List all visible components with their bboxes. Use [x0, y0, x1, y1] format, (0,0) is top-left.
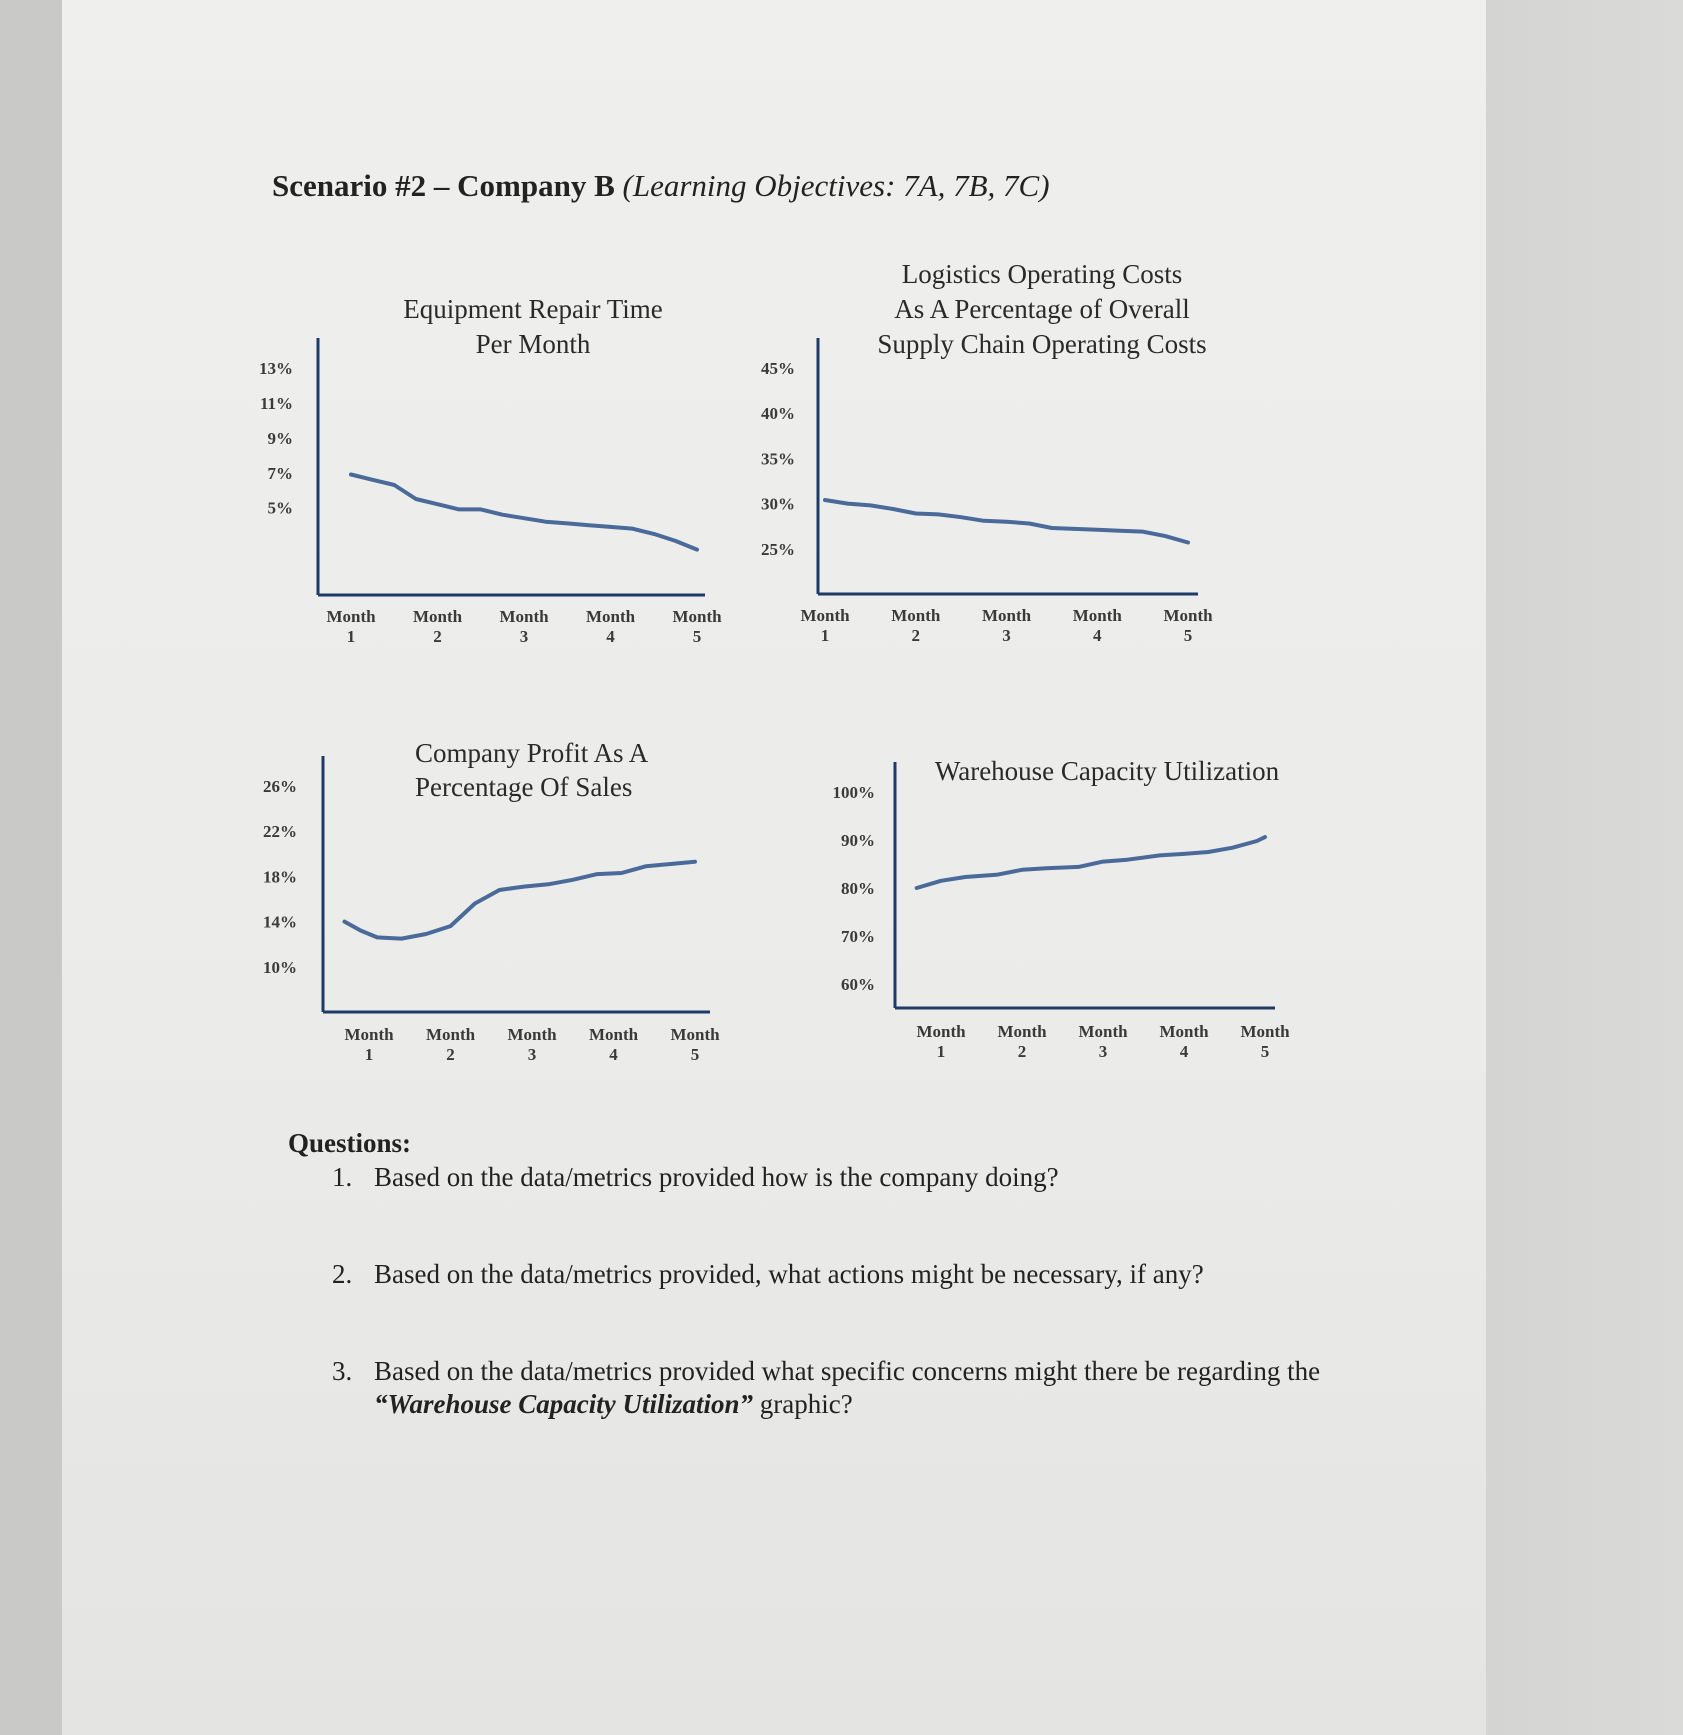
x-tick-label: Month [425, 1025, 476, 1044]
data-point [645, 865, 648, 868]
data-point [1118, 529, 1121, 532]
y-tick-label: 30% [761, 494, 795, 514]
data-point [596, 873, 599, 876]
y-tick-label: 35% [761, 449, 795, 469]
data-point [846, 502, 849, 505]
data-point [547, 883, 550, 886]
data-point [1126, 858, 1129, 861]
series-line [345, 862, 696, 939]
y-tick-label: 40% [761, 404, 795, 424]
x-tick-label: 5 [692, 627, 702, 646]
data-point [892, 508, 895, 511]
y-tick-label: 22% [263, 822, 297, 842]
data-point [631, 527, 634, 530]
x-tick-label: Month [412, 607, 463, 626]
x-tick-label: 4 [609, 1045, 618, 1064]
question-1 [288, 1161, 1388, 1194]
data-point [1005, 520, 1008, 523]
x-tick-label: Month [1159, 1022, 1209, 1041]
x-tick-label: 1 [820, 626, 830, 645]
data-point [696, 548, 699, 551]
x-tick-label: Month [997, 1022, 1047, 1041]
chart-warehouse-capacity [815, 756, 1315, 1070]
data-point [400, 937, 403, 940]
data-point [1077, 865, 1080, 868]
data-point [1264, 836, 1267, 839]
y-tick-label: 80% [841, 879, 875, 898]
chart-equipment-repair-time [240, 290, 720, 650]
y-tick-label: 13% [259, 359, 293, 378]
data-point [479, 508, 482, 511]
emphasized-chart-name: “Warehouse Capacity Utilization” [374, 1389, 754, 1419]
data-point [501, 513, 504, 516]
chart-title-line: Warehouse Capacity Utilization [934, 756, 1280, 786]
x-tick-label: 2 [1017, 1042, 1027, 1061]
x-tick-label: Month [1240, 1022, 1290, 1041]
x-tick-label: 4 [1093, 626, 1102, 645]
data-point [1164, 535, 1167, 538]
data-point [824, 498, 827, 501]
data-point [425, 933, 428, 936]
x-tick-label: Month [326, 607, 376, 626]
x-tick-label: 2 [911, 626, 920, 645]
data-point [436, 503, 439, 506]
x-tick-label: 2 [446, 1045, 455, 1064]
data-point [674, 539, 677, 542]
y-tick-label: 14% [263, 912, 297, 932]
chart-title-line: Company Profit As A [415, 738, 649, 768]
question-text: Based on the data/metrics provided how is the company doing? [374, 1162, 1059, 1192]
series-line [917, 837, 1265, 888]
x-tick-label: Month [1163, 606, 1213, 625]
x-tick-label: 3 [1002, 626, 1011, 645]
question-number: 2. [332, 1259, 353, 1289]
x-tick-label: Month [1078, 1022, 1128, 1041]
y-tick-label: 5% [267, 498, 293, 518]
y-tick-label: 11% [259, 393, 293, 413]
x-tick-label: 4 [606, 627, 615, 646]
y-tick-label: 45% [761, 359, 795, 378]
data-point [609, 525, 612, 528]
data-point [914, 512, 917, 515]
data-point [1102, 860, 1105, 863]
x-tick-label: Month [344, 1025, 394, 1044]
x-tick-label: 1 [936, 1042, 946, 1061]
data-point [937, 513, 940, 516]
x-tick-label: Month [588, 1025, 639, 1044]
data-point [359, 929, 362, 932]
data-point [343, 920, 346, 923]
x-tick-label: 1 [346, 627, 356, 646]
y-tick-label: 7% [267, 463, 293, 483]
data-point [522, 885, 525, 888]
x-tick-label: Month [507, 1025, 557, 1044]
data-point [669, 862, 672, 865]
question-2 [288, 1258, 1388, 1291]
data-point [620, 872, 623, 875]
y-tick-label: 70% [841, 927, 875, 946]
data-point [498, 888, 501, 891]
y-tick-label: 10% [263, 957, 297, 977]
data-point [544, 520, 547, 523]
data-point [964, 875, 967, 878]
chart-title-line: Per Month [475, 329, 591, 359]
data-point [523, 517, 526, 520]
x-tick-label: 3 [519, 627, 529, 646]
x-tick-label: Month [916, 1022, 966, 1041]
y-tick-label: 26% [263, 777, 297, 796]
data-point [1231, 846, 1234, 849]
data-point [915, 887, 918, 890]
y-tick-label: 60% [841, 975, 875, 994]
question-number: 1. [332, 1162, 353, 1192]
x-tick-label: Month [670, 1025, 720, 1044]
data-point [960, 516, 963, 519]
data-point [566, 522, 569, 525]
page-title [272, 168, 1050, 204]
data-point [571, 878, 574, 881]
data-point [1207, 851, 1210, 854]
data-point [449, 925, 452, 928]
scenario-title: Scenario #2 – Company B [272, 168, 615, 203]
data-point [1158, 854, 1161, 857]
data-point [1096, 528, 1099, 531]
chart-logistics-operating-costs [745, 256, 1265, 656]
data-point [1021, 868, 1024, 871]
data-point [371, 478, 374, 481]
data-point [1073, 527, 1076, 530]
y-tick-label: 100% [832, 783, 875, 802]
x-tick-label: 5 [1260, 1042, 1270, 1061]
x-tick-label: Month [981, 606, 1032, 625]
question-3 [288, 1355, 1388, 1421]
chart-title-line: Equipment Repair Time [403, 294, 663, 324]
y-tick-label: 9% [267, 428, 293, 448]
questions-list [288, 1161, 1388, 1421]
x-tick-label: 3 [1098, 1042, 1108, 1061]
data-point [982, 519, 985, 522]
x-tick-label: Month [1072, 606, 1122, 625]
y-tick-label: 18% [263, 867, 297, 887]
x-tick-label: Month [585, 607, 636, 626]
data-point [393, 483, 396, 486]
data-point [350, 473, 353, 476]
data-point [414, 497, 417, 500]
chart-title-line: Logistics Operating Costs [901, 259, 1183, 289]
x-tick-label: Month [499, 607, 549, 626]
x-tick-label: Month [800, 606, 850, 625]
y-tick-label: 25% [761, 539, 795, 559]
x-tick-label: 5 [690, 1045, 700, 1064]
question-text: Based on the data/metrics provided what specific concerns might there be regarding the [374, 1356, 1321, 1386]
data-point [1255, 839, 1258, 842]
x-tick-label: 4 [1179, 1042, 1189, 1061]
chart-title-line: As A Percentage of Overall [894, 294, 1190, 324]
data-point [652, 532, 655, 535]
data-point [869, 504, 872, 507]
background-surface [1486, 0, 1683, 1735]
question-number: 3. [332, 1356, 353, 1386]
series-line [351, 475, 697, 550]
data-point [1045, 867, 1048, 870]
chart-title-line: Supply Chain Operating Costs [877, 329, 1207, 359]
question-text: Based on the data/metrics provided, what actions might be necessary, if any? [374, 1259, 1204, 1289]
chart-title-line: Percentage Of Sales [415, 772, 633, 802]
data-point [1141, 530, 1144, 533]
x-tick-label: Month [672, 607, 722, 626]
chart-company-profit [245, 740, 725, 1070]
data-point [1187, 541, 1190, 544]
data-point [1028, 522, 1031, 525]
data-point [996, 873, 999, 876]
questions-section [288, 1128, 1388, 1421]
data-point [458, 508, 461, 511]
data-point [940, 879, 943, 882]
x-tick-label: 2 [433, 627, 442, 646]
y-tick-label: 90% [841, 831, 875, 850]
data-point [1183, 852, 1186, 855]
data-point [694, 860, 697, 863]
x-tick-label: Month [891, 606, 941, 625]
question-text-end: graphic? [753, 1389, 853, 1419]
x-tick-label: 3 [527, 1045, 537, 1064]
learning-objectives: (Learning Objectives: 7A, 7B, 7C) [622, 168, 1050, 203]
data-point [1050, 527, 1053, 530]
x-tick-label: 1 [364, 1045, 374, 1064]
x-tick-label: 5 [1183, 626, 1193, 645]
data-point [376, 936, 379, 939]
questions-heading: Questions: [288, 1128, 412, 1158]
data-point [473, 902, 476, 905]
data-point [587, 524, 590, 527]
